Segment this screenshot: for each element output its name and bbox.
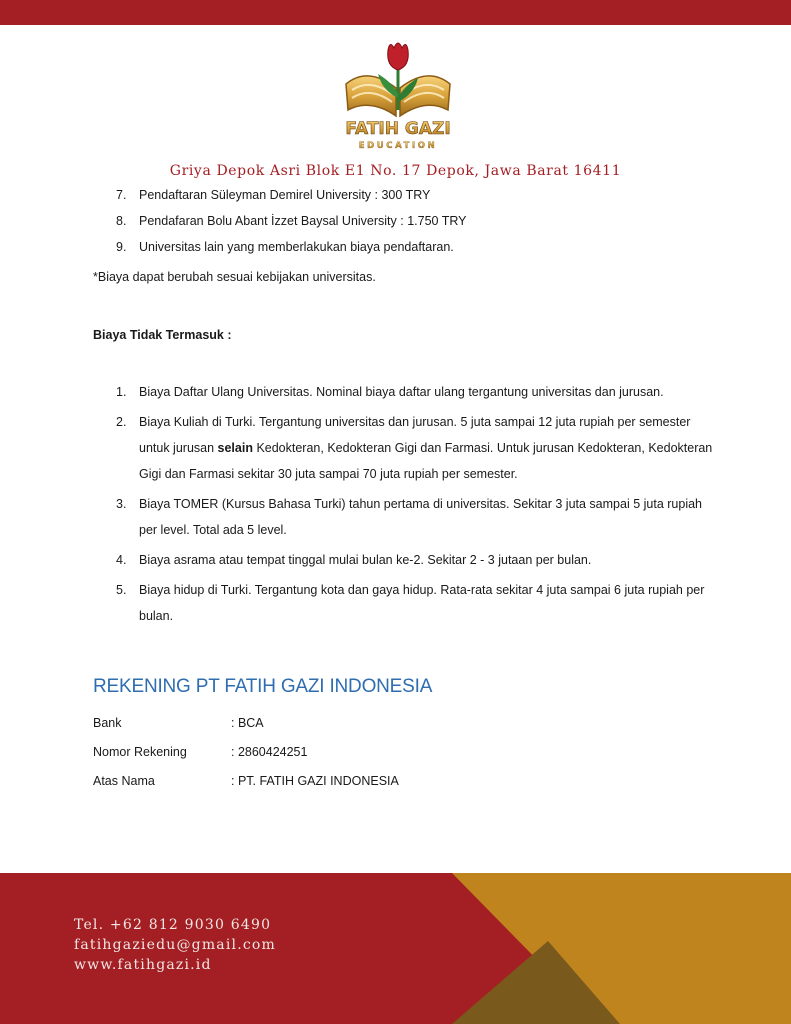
list-item: [93, 491, 713, 543]
list-text: Kedokteran, Kedokteran Gigi dan Farmasi. Untuk jurusan Kedokteran, Kedokteran Gigi dan Farmasi sekitar 30 juta sampai 70 juta rupiah per semester.: [139, 441, 713, 481]
list-item: [93, 208, 713, 234]
list-text: Biaya asrama atau tempat tinggal mulai bulan ke-2. Sekitar 2 - 3 jutaan per bulan.: [139, 553, 592, 567]
account-value: : 2860424251: [231, 745, 308, 759]
list-item: [93, 182, 713, 208]
excluded-heading: Biaya Tidak Termasuk :: [93, 328, 232, 342]
fees-note: *Biaya dapat berubah sesuai kebijakan universitas.: [93, 270, 376, 284]
account-label: Nomor Rekening: [93, 745, 187, 759]
top-header-bar: [0, 0, 791, 25]
list-number: 7.: [116, 188, 127, 202]
list-text: Universitas lain yang memberlakukan biaya pendaftaran.: [139, 240, 454, 254]
list-text: Biaya Kuliah di Turki. Tergantung universitas dan jurusan. 5 juta sampai 12 juta rupiah per semester untuk jurusan: [139, 415, 691, 455]
account-label: Bank: [93, 716, 122, 730]
footer-website[interactable]: www.fatihgazi.id: [74, 957, 212, 973]
account-row-number: [93, 745, 307, 759]
list-text: Biaya hidup di Turki. Tergantung kota dan gaya hidup. Rata-rata sekitar 4 juta sampai 6 juta rupiah per bulan.: [139, 583, 705, 623]
header-address: Griya Depok Asri Blok E1 No. 17 Depok, Jawa Barat 16411: [169, 163, 622, 179]
account-section-title: REKENING PT FATIH GAZI INDONESIA: [93, 676, 433, 697]
excluded-fees-list: [93, 379, 713, 633]
list-number: 9.: [116, 240, 127, 254]
list-item: [93, 577, 713, 629]
list-number: 2.: [116, 415, 127, 429]
fatih-gazi-logo: [338, 36, 458, 158]
account-value: : PT. FATIH GAZI INDONESIA: [231, 774, 399, 788]
list-item: [93, 409, 713, 487]
footer-phone: Tel. +62 812 9030 6490: [74, 917, 272, 933]
account-row-name: [93, 774, 399, 788]
list-item: [93, 379, 713, 405]
account-row-bank: [93, 716, 264, 730]
fees-list-continued: [93, 182, 713, 260]
account-label: Atas Nama: [93, 774, 155, 788]
list-number: 5.: [116, 583, 127, 597]
list-item: [93, 234, 713, 260]
list-number: 3.: [116, 497, 127, 511]
logo-brand-text: FATIH GAZI: [345, 119, 451, 139]
account-value: : BCA: [231, 716, 264, 730]
list-text: Biaya Daftar Ulang Universitas. Nominal biaya daftar ulang tergantung universitas dan jurusan.: [139, 385, 664, 399]
list-number: 4.: [116, 553, 127, 567]
list-item: [93, 547, 713, 573]
list-number: 1.: [116, 385, 127, 399]
list-number: 8.: [116, 214, 127, 228]
emphasis-text: selain: [217, 441, 253, 455]
footer-email[interactable]: fatihgaziedu@gmail.com: [74, 937, 277, 953]
list-text: Biaya TOMER (Kursus Bahasa Turki) tahun pertama di universitas. Sekitar 3 juta sampai 5 juta rupiah per level. Total ada 5 level.: [139, 497, 703, 537]
list-text: Pendaftaran Süleyman Demirel University : 300 TRY: [139, 188, 431, 202]
list-text: Pendafaran Bolu Abant İzzet Baysal University : 1.750 TRY: [139, 214, 467, 228]
logo-sub-text: EDUCATION: [358, 141, 438, 151]
